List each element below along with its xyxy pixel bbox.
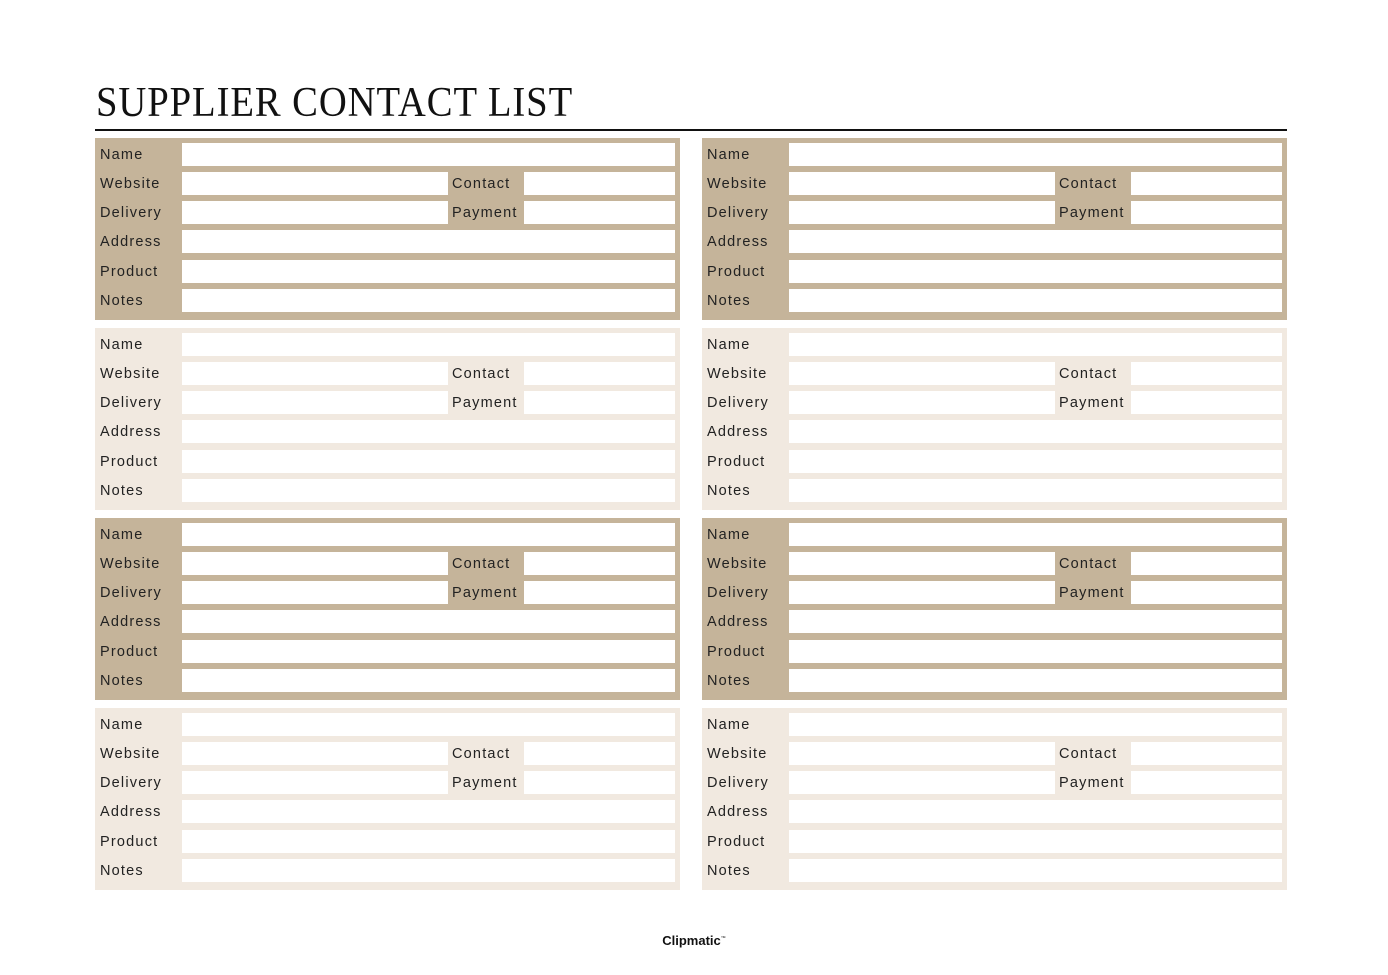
delivery-label: Delivery xyxy=(100,775,162,791)
address-label: Address xyxy=(100,424,162,440)
address-label: Address xyxy=(100,234,162,250)
delivery-label: Delivery xyxy=(707,205,769,221)
contact-label: Contact xyxy=(1055,172,1131,196)
supplier-card xyxy=(702,708,1287,890)
title-divider xyxy=(95,129,1287,131)
website-label: Website xyxy=(707,366,768,382)
card-row-notes xyxy=(702,479,1287,503)
payment-label: Payment xyxy=(1055,771,1131,795)
card-row-notes xyxy=(702,289,1287,313)
contact-label: Contact xyxy=(448,172,524,196)
contact-field[interactable] xyxy=(524,552,675,575)
notes-field[interactable] xyxy=(182,859,675,882)
supplier-card xyxy=(702,328,1287,510)
notes-field[interactable] xyxy=(789,289,1282,312)
delivery-field[interactable] xyxy=(789,581,1056,604)
delivery-label: Delivery xyxy=(707,775,769,791)
product-label: Product xyxy=(100,264,159,280)
name-label: Name xyxy=(707,527,751,543)
card-row-website xyxy=(702,742,1287,766)
notes-label: Notes xyxy=(100,293,144,309)
card-row-notes xyxy=(95,859,680,883)
card-row-address xyxy=(95,610,680,634)
card-row-name xyxy=(702,523,1287,547)
contact-field[interactable] xyxy=(1131,742,1282,765)
card-row-website xyxy=(702,552,1287,576)
supplier-card xyxy=(95,708,680,890)
contact-label: Contact xyxy=(1055,552,1131,576)
card-row-name xyxy=(95,523,680,547)
card-row-name xyxy=(95,333,680,357)
payment-field[interactable] xyxy=(524,391,675,414)
delivery-label: Delivery xyxy=(100,585,162,601)
address-field[interactable] xyxy=(789,230,1282,253)
delivery-label: Delivery xyxy=(100,395,162,411)
product-label: Product xyxy=(707,834,766,850)
payment-label: Payment xyxy=(448,771,524,795)
address-label: Address xyxy=(707,424,769,440)
card-row-name xyxy=(95,713,680,737)
website-label: Website xyxy=(707,746,768,762)
name-field[interactable] xyxy=(789,523,1282,546)
supplier-card xyxy=(95,518,680,700)
delivery-field[interactable] xyxy=(182,391,449,414)
address-field[interactable] xyxy=(789,420,1282,443)
card-row-delivery xyxy=(702,581,1287,605)
product-field[interactable] xyxy=(789,830,1282,853)
notes-label: Notes xyxy=(707,673,751,689)
trademark: ™ xyxy=(720,935,726,942)
website-label: Website xyxy=(100,746,161,762)
card-row-notes xyxy=(702,669,1287,693)
payment-label: Payment xyxy=(1055,201,1131,225)
name-label: Name xyxy=(707,717,751,733)
card-row-address xyxy=(702,800,1287,824)
delivery-field[interactable] xyxy=(789,391,1056,414)
address-label: Address xyxy=(707,614,769,630)
address-field[interactable] xyxy=(182,800,675,823)
product-label: Product xyxy=(100,834,159,850)
brand-logo: Clipmatic xyxy=(662,933,721,948)
delivery-label: Delivery xyxy=(707,585,769,601)
payment-field[interactable] xyxy=(1131,581,1282,604)
product-label: Product xyxy=(707,264,766,280)
address-field[interactable] xyxy=(789,610,1282,633)
name-label: Name xyxy=(707,337,751,353)
name-label: Name xyxy=(707,147,751,163)
card-row-website xyxy=(702,172,1287,196)
notes-label: Notes xyxy=(707,293,751,309)
card-row-address xyxy=(95,420,680,444)
name-field[interactable] xyxy=(182,143,675,166)
card-row-delivery xyxy=(702,201,1287,225)
product-field[interactable] xyxy=(789,640,1282,663)
notes-field[interactable] xyxy=(182,289,675,312)
card-row-product xyxy=(95,830,680,854)
payment-label: Payment xyxy=(1055,391,1131,415)
address-field[interactable] xyxy=(182,610,675,633)
card-row-website xyxy=(702,362,1287,386)
contact-field[interactable] xyxy=(524,362,675,385)
address-label: Address xyxy=(100,804,162,820)
card-row-name xyxy=(702,143,1287,167)
website-field[interactable] xyxy=(789,552,1056,575)
website-field[interactable] xyxy=(789,362,1056,385)
address-field[interactable] xyxy=(789,800,1282,823)
contact-label: Contact xyxy=(448,552,524,576)
contact-label: Contact xyxy=(1055,362,1131,386)
delivery-label: Delivery xyxy=(707,395,769,411)
card-row-address xyxy=(95,800,680,824)
product-field[interactable] xyxy=(789,260,1282,283)
notes-label: Notes xyxy=(100,483,144,499)
card-row-product xyxy=(702,450,1287,474)
card-row-website xyxy=(95,552,680,576)
supplier-card xyxy=(95,138,680,320)
notes-field[interactable] xyxy=(789,859,1282,882)
card-row-notes xyxy=(702,859,1287,883)
name-field[interactable] xyxy=(182,333,675,356)
notes-field[interactable] xyxy=(789,479,1282,502)
delivery-field[interactable] xyxy=(182,771,449,794)
card-row-name xyxy=(95,143,680,167)
supplier-card xyxy=(95,328,680,510)
card-row-notes xyxy=(95,669,680,693)
payment-field[interactable] xyxy=(1131,771,1282,794)
website-field[interactable] xyxy=(182,742,449,765)
product-field[interactable] xyxy=(182,640,675,663)
notes-label: Notes xyxy=(100,863,144,879)
website-label: Website xyxy=(100,556,161,572)
payment-label: Payment xyxy=(448,201,524,225)
contact-field[interactable] xyxy=(524,742,675,765)
website-field[interactable] xyxy=(182,172,449,195)
supplier-cards-grid xyxy=(95,138,1287,890)
address-label: Address xyxy=(707,804,769,820)
contact-field[interactable] xyxy=(524,172,675,195)
address-label: Address xyxy=(100,614,162,630)
card-row-delivery xyxy=(702,771,1287,795)
website-field[interactable] xyxy=(182,362,449,385)
product-field[interactable] xyxy=(182,450,675,473)
card-row-address xyxy=(95,230,680,254)
supplier-card xyxy=(702,138,1287,320)
supplier-card xyxy=(702,518,1287,700)
name-field[interactable] xyxy=(182,713,675,736)
card-row-website xyxy=(95,172,680,196)
contact-field[interactable] xyxy=(1131,552,1282,575)
card-row-delivery xyxy=(95,201,680,225)
payment-field[interactable] xyxy=(524,771,675,794)
website-label: Website xyxy=(707,556,768,572)
product-field[interactable] xyxy=(789,450,1282,473)
notes-label: Notes xyxy=(707,483,751,499)
product-label: Product xyxy=(707,644,766,660)
notes-field[interactable] xyxy=(182,669,675,692)
notes-field[interactable] xyxy=(182,479,675,502)
website-field[interactable] xyxy=(182,552,449,575)
delivery-field[interactable] xyxy=(789,771,1056,794)
card-row-website xyxy=(95,362,680,386)
website-field[interactable] xyxy=(789,742,1056,765)
card-row-delivery xyxy=(95,581,680,605)
card-row-product xyxy=(702,830,1287,854)
name-field[interactable] xyxy=(789,333,1282,356)
payment-field[interactable] xyxy=(1131,391,1282,414)
name-label: Name xyxy=(100,527,144,543)
contact-label: Contact xyxy=(448,742,524,766)
name-field[interactable] xyxy=(789,143,1282,166)
card-row-product xyxy=(702,260,1287,284)
card-row-delivery xyxy=(702,391,1287,415)
product-field[interactable] xyxy=(182,260,675,283)
page-title: SUPPLIER CONTACT LIST xyxy=(96,80,574,126)
card-row-delivery xyxy=(95,391,680,415)
card-row-name xyxy=(702,333,1287,357)
product-label: Product xyxy=(100,644,159,660)
website-label: Website xyxy=(100,176,161,192)
payment-label: Payment xyxy=(448,391,524,415)
card-row-delivery xyxy=(95,771,680,795)
address-label: Address xyxy=(707,234,769,250)
address-field[interactable] xyxy=(182,230,675,253)
name-field[interactable] xyxy=(182,523,675,546)
card-row-product xyxy=(702,640,1287,664)
card-row-address xyxy=(702,610,1287,634)
website-label: Website xyxy=(100,366,161,382)
product-label: Product xyxy=(100,454,159,470)
payment-label: Payment xyxy=(1055,581,1131,605)
product-label: Product xyxy=(707,454,766,470)
name-label: Name xyxy=(100,147,144,163)
notes-label: Notes xyxy=(100,673,144,689)
contact-field[interactable] xyxy=(1131,362,1282,385)
card-row-product xyxy=(95,260,680,284)
delivery-field[interactable] xyxy=(182,581,449,604)
card-row-address xyxy=(702,230,1287,254)
card-row-notes xyxy=(95,289,680,313)
card-row-name xyxy=(702,713,1287,737)
notes-label: Notes xyxy=(707,863,751,879)
delivery-field[interactable] xyxy=(182,201,449,224)
website-label: Website xyxy=(707,176,768,192)
payment-field[interactable] xyxy=(524,201,675,224)
footer-brand xyxy=(0,933,1388,948)
contact-label: Contact xyxy=(1055,742,1131,766)
card-row-product xyxy=(95,450,680,474)
delivery-field[interactable] xyxy=(789,201,1056,224)
payment-field[interactable] xyxy=(524,581,675,604)
card-row-address xyxy=(702,420,1287,444)
name-label: Name xyxy=(100,717,144,733)
notes-field[interactable] xyxy=(789,669,1282,692)
card-row-website xyxy=(95,742,680,766)
contact-label: Contact xyxy=(448,362,524,386)
website-field[interactable] xyxy=(789,172,1056,195)
name-field[interactable] xyxy=(789,713,1282,736)
payment-field[interactable] xyxy=(1131,201,1282,224)
card-row-notes xyxy=(95,479,680,503)
payment-label: Payment xyxy=(448,581,524,605)
product-field[interactable] xyxy=(182,830,675,853)
delivery-label: Delivery xyxy=(100,205,162,221)
name-label: Name xyxy=(100,337,144,353)
card-row-product xyxy=(95,640,680,664)
address-field[interactable] xyxy=(182,420,675,443)
contact-field[interactable] xyxy=(1131,172,1282,195)
